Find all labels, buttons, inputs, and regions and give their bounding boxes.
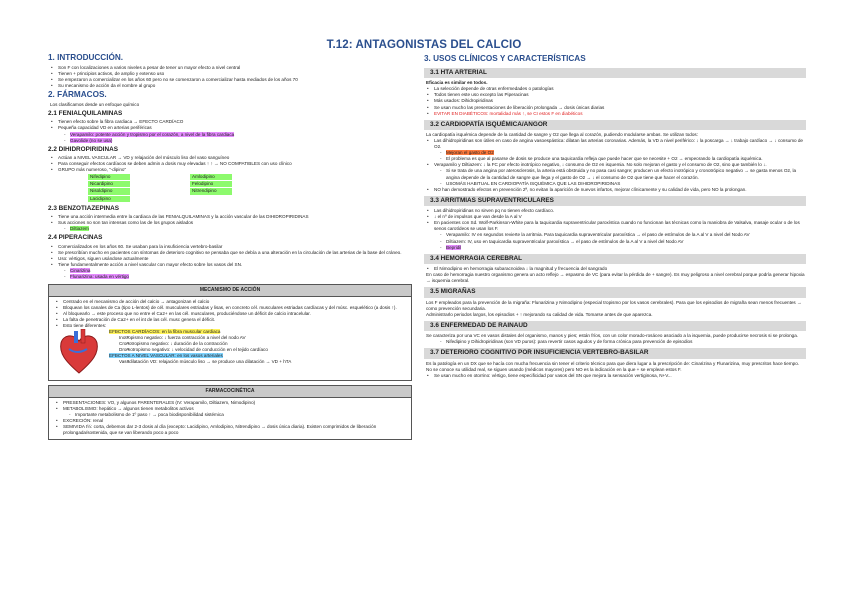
list-item: • Tiene fundamentalmente acción a nivel vascular con mayor efecto sobre los vasos del SN. [48,262,412,268]
deterioro-text-1: Es la patología en un DX que se hacía con mucha frecuencia sin tener el criterio técnico para que diera lugar a la prescripción de: Cinarizina y Flunarizina, muy prescritos hace tiempo. [426,360,800,366]
list-item: • SEMIVIDA t½: corta, debemos dar 2-3 dosis al día (excepto: Lacidipino, Amlodipino, Nitrendipino → dosis única diaria). Existen comprimidos de liberación prolongada/sostenida, que se van liberando poco a poco [53,424,407,436]
list-item: • PRESENTACIONES: VO, y algunos PARENTERALES (IV: Verapamilo, Diltiazem, Nimodipino) [53,400,407,406]
list-item: • Son F con localizaciones a varios niveles a pesar de tener un mayor efecto a nivel central [48,65,412,71]
page-title: T.12: ANTAGONISTAS DEL CALCIO [326,39,522,51]
hemorragia-list [424,266,806,272]
list-item: • Tiene una acción intermedia entre la cardiaca de las FENIALQUILAMINAS y la acción vascular de las DIHIDROPIRIDINAS [48,214,412,220]
arritmias-list [424,208,806,250]
list-item: • La falta de penetración de Ca2+ en el int de las cél. musc genera el déficit. [53,317,407,323]
list-item: • La selección depende de otras enfermedades o patologías [424,86,806,92]
deterioro-list [424,373,806,379]
usos-heading: 3. USOS CLÍNICOS Y CARACTERÍSTICAS [424,54,586,63]
list-item: • Bloquean los canales de Ca (tipo L-lentos) de cél. musculares estriadas y lisas, en concreto cél. musculares estriadas cardíacas y del músc. esquelético (a dosis ↑). [53,305,407,311]
list-item: • Centrado en el mecanismo de acción del calcio → antagonizan el calcio [53,299,407,305]
list-item: o Inotropismo negativo: ↓ fuerza contracción a nivel del nodo AV [101,335,407,341]
list-item: - Si se trata de una angina por aterosclerosis, la arteria está obstruida y no pasa casi sangre; producen un efecto inotrópico y cronotrópico negativo → se gasta menos O2, la angina depende de la cantidad de sangre que llega y el gasto de O2 → ↓ el consumo de O2 que tiene que hacer el corazón. [424,168,806,180]
list-item: • GRUPO más numeroso, "-dipino" [48,167,412,173]
list-item: • METABOLISMO: hepático → algunos tienen metabolitos activos [53,406,407,412]
list-item: • NO han demostrado efectos en prevención 2ª, no evitan la aparición de nuevos infartos, mejorar clínicamente y su calidad de vida, pero NO la prolongan. [424,187,806,193]
section-intro-heading: 1. INTRODUCCIÓN. [48,53,124,62]
benzo-list [48,214,412,232]
hemorragia-heading: 3.4 HEMORRAGIA CEREBRAL [424,254,806,264]
list-item: • Se usan mucho las presentaciones de liberación prolongada → dosis únicas diarias [424,105,806,111]
list-item: • Verapamilo y Diltiazem: ↓ la FC por efecto inotrópico negativo, ↓ consumo de O2 en isquemia. No solo mejoran el gasto y el consumo de O2, sino que también lo ↓. [424,162,806,168]
list-item: - Importante metabolismo de 1º paso ↑ → poca biodisponibilidad sistémica [53,412,407,418]
piper-heading: 2.4 PIPERACINAS [48,234,103,242]
list-item: • Pequeña capacidad VD en arterias periféricas [48,125,412,131]
list-item: • En pacientes con Sd. Wolf-Parkinson-White para la taquicardia supraventricular paroxística cuando no funcionan las técnicas como la maniobra de Valsalva, masaje ocular o de los senos carotídeos se usan los F. [424,220,806,232]
drug-name: Felodipino [190,181,232,187]
list-item: • Comercializados en los años 60. Se usaban para la insuficiencia vertebro-basilar [48,244,412,250]
drug-name: Amlodipino [190,174,232,180]
hta-diabeticos: EVITAR EN DIABÉTICOS: mortalidad más ↑, se CI estos F en diabéticos [434,110,583,116]
heart-icon [57,329,101,377]
drug-gavolide: Gavolide (no se usa) [70,137,113,143]
list-item: • Tienen + principios activos, de amplio y extenso uso [48,71,412,77]
dihidro-heading: 2.2 DIHIDROPIRIDINAS [48,145,118,153]
fenil-heading: 2.1 FENIALQUILAMINAS [48,109,123,117]
cardio-list [424,138,806,193]
drug-column-a [88,174,130,202]
list-item [48,226,412,232]
fenil-list [48,119,412,143]
raynaud-heading: 3.6 ENFERMEDAD DE RAINAUD [424,321,806,331]
list-item: • Las dihidropiridinas son útiles en caso de angina vasoespástica: dilatan las arterias coronarias. Además, la VD a nivel periférico: ↓ la poscarga → ↓ trabajo cardíaco → ↓ consumo de O2. [424,138,806,150]
list-item: • EXCRECIÓN: renal [53,418,407,424]
list-item: • Al bloquearlo → este proceso que no entre el Ca2+ en las cél. musculares, produciéndose un déficit de calcio intracelular. [53,311,407,317]
piper-list [48,244,412,280]
vascular-effects: EFECTOS A NIVEL VASCULAR: en los vasos arteriales [109,353,223,359]
list-item: • Las dihidropiridinas no sirven pq no tienen efecto cardíaco. [424,208,806,214]
list-item [424,111,806,117]
raynaud-list [424,339,806,345]
list-item: • El Nimodipino en hemorragia subaracnoidea ↓ la magnitud y frecuencia del sangrado [424,266,806,272]
drug-name: Nisoldipino [88,188,130,194]
farmacocinetica-title: FARMACOCINÉTICA [49,386,411,398]
migranas-text-1: Los F empleados para la prevención de la migraña: Flunarizina y Nimodipino (especial tropismo por los vasos cerebrales). Para que los episodios de migraña sean menos frecuentes → como prevención secundaria. [426,299,802,311]
drug-bepridil: Bepridil [446,244,462,250]
arritmias-heading: 3.3 ARRITMIAS SUPRAVENTRICULARES [424,196,806,206]
list-item: - Verapamilo: IV en segundos revierte la arritmia. Para taquicardia supraventricular paroxística → el paso de estímulos de la A al V a nivel del Nodo AV [424,232,806,238]
drug-column-b [190,174,232,202]
drug-name: Lacidipino [88,196,130,202]
list-item: • Esto tiene diferentes: [53,323,407,329]
benzo-heading: 2.3 BENZOTIAZEPINAS [48,204,120,212]
farmacos-intro: Los clasificamos desde un enfoque químico [50,101,140,107]
drug-name: Nifedipino [88,174,130,180]
list-item: • Tienen efecto sobre la fibra cardiaca → EFECTO CARDÍACO [48,119,412,125]
cardio-intro: La cardiopatía isquémica depende de la cantidad de sangre y O2 que llega al corazón, pudiendo modularse ambas. Se utilizan todos: [426,132,698,138]
section-farmacos-heading: 2. FÁRMACOS. [48,90,107,100]
cardiac-effects: EFECTOS CARDÍACOS: en la fibra muscular cardiaca [109,328,221,334]
list-item [424,245,806,251]
drug-diltiazem: Diltiazem [70,226,89,232]
list-item: - El problema es que al pasarse de dosis se produce una taquicardia refleja que puede hacer que se necesite + O2 → empeorando la cardiopatía isquémica. [424,156,806,162]
list-item: • Uso: vértigos, siguen usándose actualmente [48,256,412,262]
cardio-gasto: Mejoran el gasto de O2 [446,150,494,156]
list-item: • Se empezaron a comercializar en los años 60 pero no se comenzaron a comercializar hasta mediados de los años 70 [48,77,412,83]
hemorragia-text: En caso de hemorragia nuestro organismo genera un acto reflejo → espasmo de VC (para evitar la pérdida de + sangre). Es muy peligroso a nivel cerebral porque podría generar hipoxia → isquemia cerebral. [426,272,805,284]
list-item: • Su mecanismo de acción da el nombre al grupo [48,83,412,89]
migranas-text-2: Administrarlo periodos largos, los episodios + ↑ mejorando su calidad de vida. Tomarse antes de que aparezca. [426,311,653,317]
list-item: • Más usados: Dihidropiridinas [424,98,806,104]
drug-name: Nitrendipino [190,188,232,194]
list-item: o Dromotropismo negativo: ↓ velocidad de conducción en el tejido cardíaco [101,347,407,353]
dihidro-list [48,155,412,173]
list-item: • Sus acciones no son tan intensas como las de los grupos aislados [48,220,412,226]
farmacocinetica-box [48,385,412,440]
hta-heading: 3.1 HTA ARTERIAL [424,68,806,78]
intro-list [48,65,412,89]
cardio-heading: 3.2 CARDIOPATÍA ISQUÉMICA/ANGOR [424,120,806,130]
drug-flunarizina: Flunarizina: usada en vértigo [70,273,129,279]
list-item: • Actúan a NIVEL VASCULAR → VD y relajación del músculo liso del vaso sanguíneo [48,155,412,161]
left-column [48,52,412,440]
farmacocinetica-body [49,398,411,439]
list-item [48,138,412,144]
hta-list [424,80,806,116]
list-item: • Se prescribían mucho en pacientes con síntomas de deterioro cognitivo se pensaba que se debía a una alteración en la circulación de las arterias de la base del cráneo. [48,250,412,256]
drug-cinarizina: Cinarizina [70,267,91,273]
mechanism-body [49,297,411,380]
list-item: - Diltiazem: IV, uso en taquicardia supraventricular paroxística → el paso de estímulos de la A al V a nivel del Nodo AV [424,239,806,245]
drug-verapamilo: Verapamilo: potente acción y tropismo por el corazón, a nivel de la fibra cardiaca [70,131,235,137]
raynaud-text: Se caracteriza por una VC en vasos distales del organismo, manos y pies; están fríos, con un color morado-rosáceo asociado a la isquemia, puede producirse necrosis si se prolonga. [426,333,799,339]
right-column [424,52,806,379]
list-item: • Se usan mucho en otorrino: vértigo, tiene especificidad por vasos del SN que mejora la sensación vertiginosa, N+V... [424,373,806,379]
migranas-heading: 3.5 MIGRAÑAS [424,287,806,297]
deterioro-heading: 3.7 DETERIORO COGNITIVO POR INSUFICIENCIA VERTEBRO-BASILAR [424,348,806,358]
hta-eficacia: Eficacia es similar en todos. [426,80,488,86]
list-item: - Nifedipino y Dihidropiridinas (son VD puros): para revertir casos agudos y de forma crónica para prevención de episodios [424,339,806,345]
mechanism-title: MECANISMO DE ACCIÓN [49,285,411,297]
list-item: o Cronotropismo negativo: ↓ duración de la contracción [101,341,407,347]
list-item: • Para conseguir efectos cardíacos se deben admin a dosis muy elevadas ↑ ↑ → NO COMPATIBLES con uso clínico [48,161,412,167]
list-item: - USOMÁS HABITUAL EN CARDIOPATÍA ISQUÉMICA QUE LAS DIHIDROPIRIDINAS [424,181,806,187]
mechanism-box [48,284,412,381]
list-item: o Vasodilatación VD: relajación músculo liso → se produce una dilatación → VD + hTA [101,359,407,365]
list-item: • ↓ el nº de impulsos que van desde la A al V [424,214,806,220]
list-item: • Todos tienen este uso excepto las Piperacinas [424,92,806,98]
list-item [48,274,412,280]
drug-name: Nicardipino [88,181,130,187]
dihidro-drugs [48,174,412,202]
deterioro-text-2: No se conoce su utilidad real, se siguen usando (médicos mayores) pero NO es la indicación en la que + se emplean estos F. [426,367,682,372]
